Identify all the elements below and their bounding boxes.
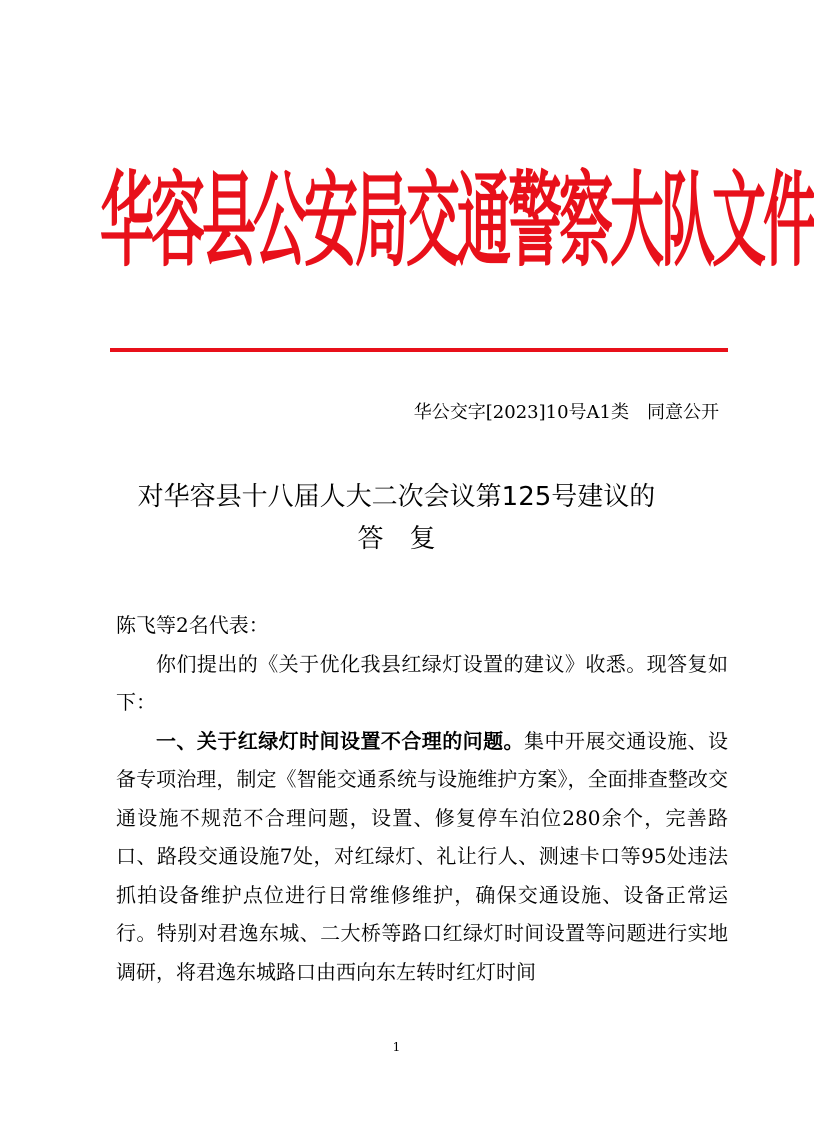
red-divider-line bbox=[110, 348, 728, 352]
document-number: 华公交字[2023]10号A1类 同意公开 bbox=[413, 402, 719, 423]
document-title-line1: 对华容县十八届人大二次会议第125号建议的 bbox=[137, 482, 656, 512]
intro-paragraph: 你们提出的《关于优化我县红绿灯设置的建议》收悉。现答复如下： bbox=[116, 651, 728, 714]
section1-body: 集中开展交通设施、设备专项治理，制定《智能交通系统与设施维护方案》，全面排查整改交通设施不规范不合理问题，设置、修复停车泊位280余个，完善路口、路段交通设施7处，对红绿灯、礼让行人、测速卡口等95处违法抓拍设备维护点位进行日常维修维护，确保交通设施、设备正常运行。特别对君逸东城、二大桥等路口红绿灯时间设置等问题进行实地调研，将君逸东城路口由西向东左转时红灯时间 bbox=[116, 728, 728, 984]
section1-paragraph bbox=[116, 722, 728, 992]
document-title-line2: 答复 bbox=[357, 524, 462, 554]
document-body bbox=[116, 606, 728, 991]
masthead-title: 华容县公安局交通警察大队文件 bbox=[100, 159, 814, 281]
salutation: 陈飞等2名代表： bbox=[116, 613, 269, 637]
page-number: 1 bbox=[392, 1040, 401, 1054]
section1-heading: 一、关于红绿灯时间设置不合理的问题。 bbox=[156, 728, 524, 753]
